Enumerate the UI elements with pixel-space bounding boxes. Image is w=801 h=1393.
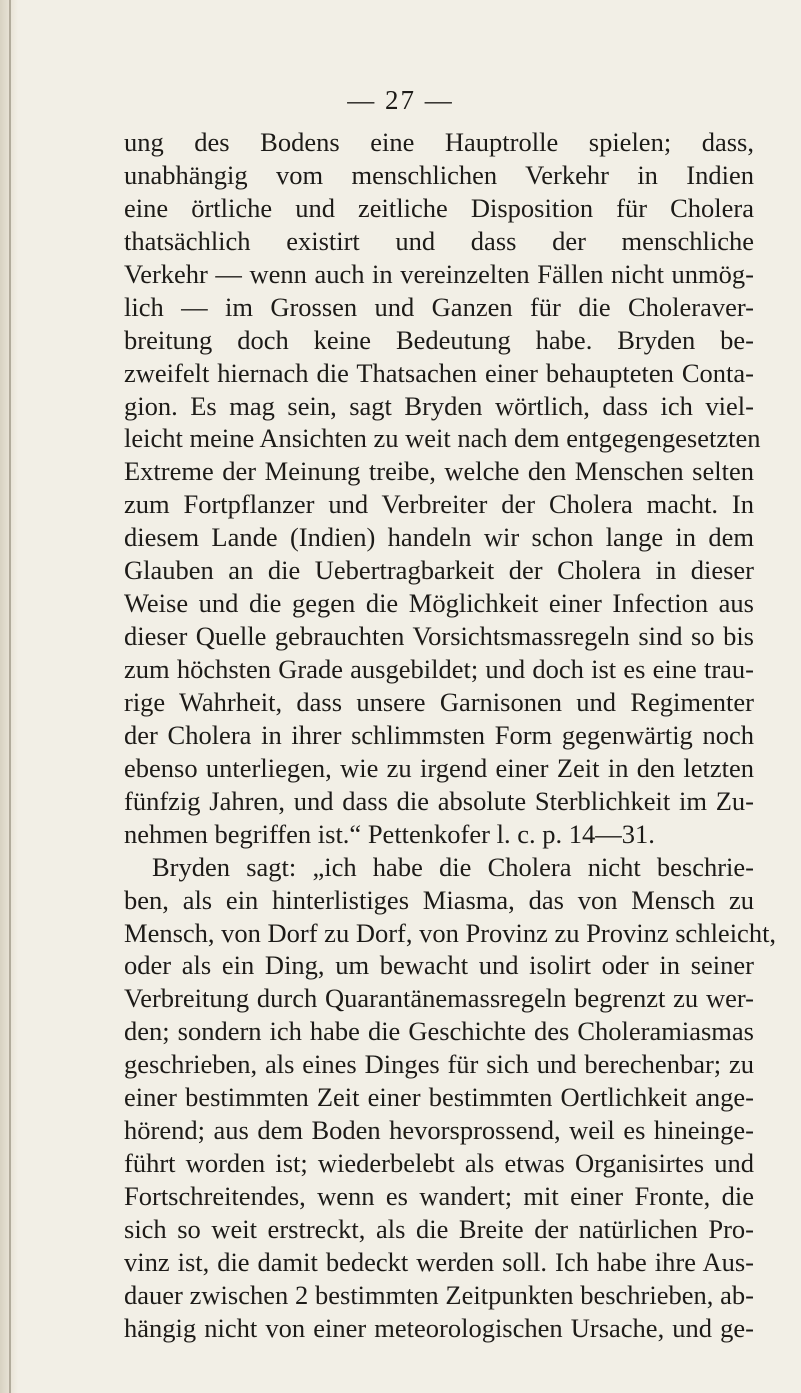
body-text [124, 126, 777, 1345]
page-number: — 27 — [347, 85, 454, 115]
text-line: zum Fortpflanzer und Verbreiter der Cholera macht. In [124, 489, 754, 520]
text-line: lich — im Grossen und Ganzen für die Choleraver- [124, 291, 754, 322]
text-line: führt worden ist; wiederbelebt als etwas Organisirtes und [124, 1148, 754, 1179]
text-line: ung des Bodens eine Hauptrolle spielen; dass, [124, 127, 754, 157]
text-line: Mensch, von Dorf zu Dorf, von Provinz zu Provinz schleicht, [124, 917, 777, 948]
text-line: dauer zwischen 2 bestimmten Zeitpunkten beschrieben, ab- [124, 1279, 754, 1310]
text-line: hörend; aus dem Boden hevorsprossend, weil es hineinge- [124, 1115, 754, 1146]
text-line: zweifelt hiernach die Thatsachen einer behaupteten Conta- [124, 357, 754, 388]
text-line: thatsächlich existirt und dass der menschliche [124, 225, 754, 256]
text-line: ben, als ein hinterlistiges Miasma, das von Mensch zu [124, 884, 754, 915]
text-line: nehmen begriffen ist.“ Pettenkofer l. c. p. 14—31. [124, 818, 655, 849]
text-line: der Cholera in ihrer schlimmsten Form gegenwärtig noch [124, 719, 754, 750]
text-line: oder als ein Ding, um bewacht und isolirt oder in seiner [124, 950, 754, 981]
text-line: unabhängig vom menschlichen Verkehr in Indien [124, 159, 754, 190]
text-line: den; sondern ich habe die Geschichte des Choleramiasmas [124, 1016, 754, 1047]
text-line: gion. Es mag sein, sagt Bryden wörtlich, dass ich viel- [124, 390, 754, 421]
text-line: diesem Lande (Indien) handeln wir schon lange in dem [124, 522, 754, 553]
text-line: hängig nicht von einer meteorologischen Ursache, und ge- [124, 1312, 754, 1343]
text-line: Bryden sagt: „ich habe die Cholera nicht beschrie- [152, 851, 754, 882]
text-line: ebenso unterliegen, wie zu irgend einer Zeit in den letzten [124, 752, 754, 783]
text-line: Fortschreitendes, wenn es wandert; mit einer Fronte, die [124, 1181, 754, 1211]
text-line: Weise und die gegen die Möglichkeit einer Infection aus [124, 588, 754, 619]
text-line: vinz ist, die damit bedeckt werden soll. Ich habe ihre Aus- [124, 1246, 754, 1277]
text-line: einer bestimmten Zeit einer bestimmten Oertlichkeit ange- [124, 1082, 754, 1113]
text-line: rige Wahrheit, dass unsere Garnisonen und Regimenter [124, 686, 754, 717]
text-line: Glauben an die Uebertragbarkeit der Cholera in dieser [124, 555, 754, 586]
text-line: zum höchsten Grade ausgebildet; und doch ist es eine trau- [124, 654, 754, 684]
text-line: leicht meine Ansichten zu weit nach dem entgegengesetzten [124, 423, 761, 454]
text-line: eine örtliche und zeitliche Disposition für Cholera [124, 192, 754, 223]
page-edge-line [9, 0, 11, 1393]
text-line: breitung doch keine Bedeutung habe. Bryden be- [124, 324, 754, 355]
text-line: Verkehr — wenn auch in vereinzelten Fällen nicht unmög- [124, 258, 754, 289]
text-line: geschrieben, als eines Dinges für sich und berechenbar; zu [124, 1049, 754, 1080]
text-line: Verbreitung durch Quarantänemassregeln begrenzt zu wer- [124, 983, 754, 1014]
text-line: dieser Quelle gebrauchten Vorsichtsmassregeln sind so bis [124, 621, 754, 652]
text-line: fünfzig Jahren, und dass die absolute Sterblichkeit im Zu- [124, 785, 754, 816]
text-line: Extreme der Meinung treibe, welche den Menschen selten [124, 456, 754, 487]
text-line: sich so weit erstreckt, als die Breite der natürlichen Pro- [124, 1213, 754, 1244]
